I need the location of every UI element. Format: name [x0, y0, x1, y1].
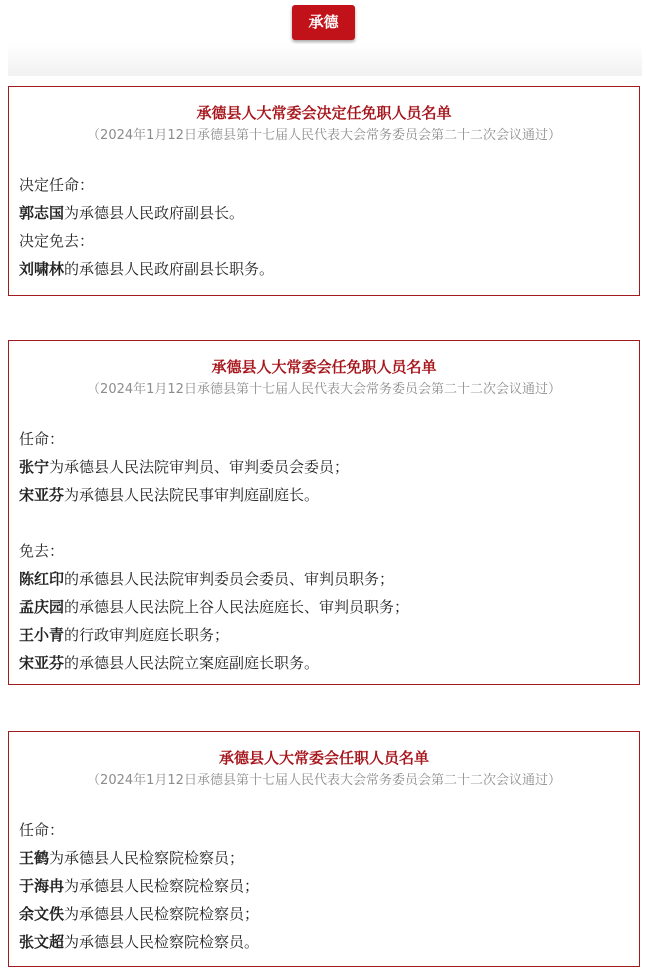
list-item	[19, 593, 639, 621]
item-text: 为承德县人民检察院检察员；	[64, 877, 260, 895]
card-subtitle: （2024年1月12日承德县第十七届人民代表大会常务委员会第二十二次会议通过）	[87, 773, 561, 788]
person-name: 王鹤	[19, 849, 50, 867]
section-heading: 任命：	[19, 821, 65, 839]
section-heading: 免去：	[19, 542, 65, 560]
section-heading: 决定任命：	[19, 176, 95, 194]
item-text: 为承德县人民政府副县长。	[64, 204, 245, 222]
appointment-card-2	[8, 340, 640, 685]
card-body	[9, 171, 639, 283]
header-band	[8, 44, 642, 76]
person-name: 王小青	[19, 626, 65, 644]
list-item	[19, 928, 639, 956]
person-name: 孟庆园	[19, 598, 65, 616]
county-tag: 承德	[292, 5, 355, 40]
card-title: 承德县人大常委会任免职人员名单	[211, 358, 437, 376]
list-item	[19, 621, 639, 649]
person-name: 于海冉	[19, 877, 65, 895]
appointment-card-1	[8, 86, 640, 296]
person-name: 张宁	[19, 458, 50, 476]
card-title: 承德县人大常委会任职人员名单	[218, 749, 429, 767]
item-text: 为承德县人民检察院检察员；	[64, 905, 260, 923]
list-item	[19, 900, 639, 928]
person-name: 郭志国	[19, 204, 65, 222]
section-heading: 决定免去：	[19, 232, 95, 250]
list-item	[19, 481, 639, 509]
item-text: 的承德县人民法院上谷人民法庭庭长、审判员职务；	[64, 598, 410, 616]
person-name: 刘啸林	[19, 260, 65, 278]
item-text: 为承德县人民法院审判员、审判委员会委员；	[49, 458, 350, 476]
list-item	[19, 872, 639, 900]
person-name: 张文超	[19, 933, 65, 951]
list-item	[19, 565, 639, 593]
card-body	[9, 425, 639, 677]
list-item	[19, 649, 639, 677]
card-subtitle: （2024年1月12日承德县第十七届人民代表大会常务委员会第二十二次会议通过）	[87, 382, 561, 397]
item-text: 为承德县人民法院民事审判庭副庭长。	[64, 486, 320, 504]
spacer	[19, 509, 639, 537]
list-item	[19, 199, 639, 227]
item-text: 为承德县人民检察院检察员；	[49, 849, 245, 867]
card-subtitle: （2024年1月12日承德县第十七届人民代表大会常务委员会第二十二次会议通过）	[87, 128, 561, 143]
item-text: 的承德县人民法院审判委员会委员、审判员职务；	[64, 570, 395, 588]
person-name: 余文佚	[19, 905, 65, 923]
section-heading: 任命：	[19, 430, 65, 448]
person-name: 陈红印	[19, 570, 65, 588]
item-text: 的承德县人民政府副县长职务。	[64, 260, 275, 278]
list-item	[19, 844, 639, 872]
card-title: 承德县人大常委会决定任免职人员名单	[196, 104, 452, 122]
appointment-card-3	[8, 731, 640, 967]
item-text: 为承德县人民检察院检察员。	[64, 933, 260, 951]
person-name: 宋亚芬	[19, 654, 65, 672]
card-body	[9, 816, 639, 956]
item-text: 的行政审判庭庭长职务；	[64, 626, 230, 644]
list-item	[19, 453, 639, 481]
item-text: 的承德县人民法院立案庭副庭长职务。	[64, 654, 320, 672]
list-item	[19, 255, 639, 283]
person-name: 宋亚芬	[19, 486, 65, 504]
